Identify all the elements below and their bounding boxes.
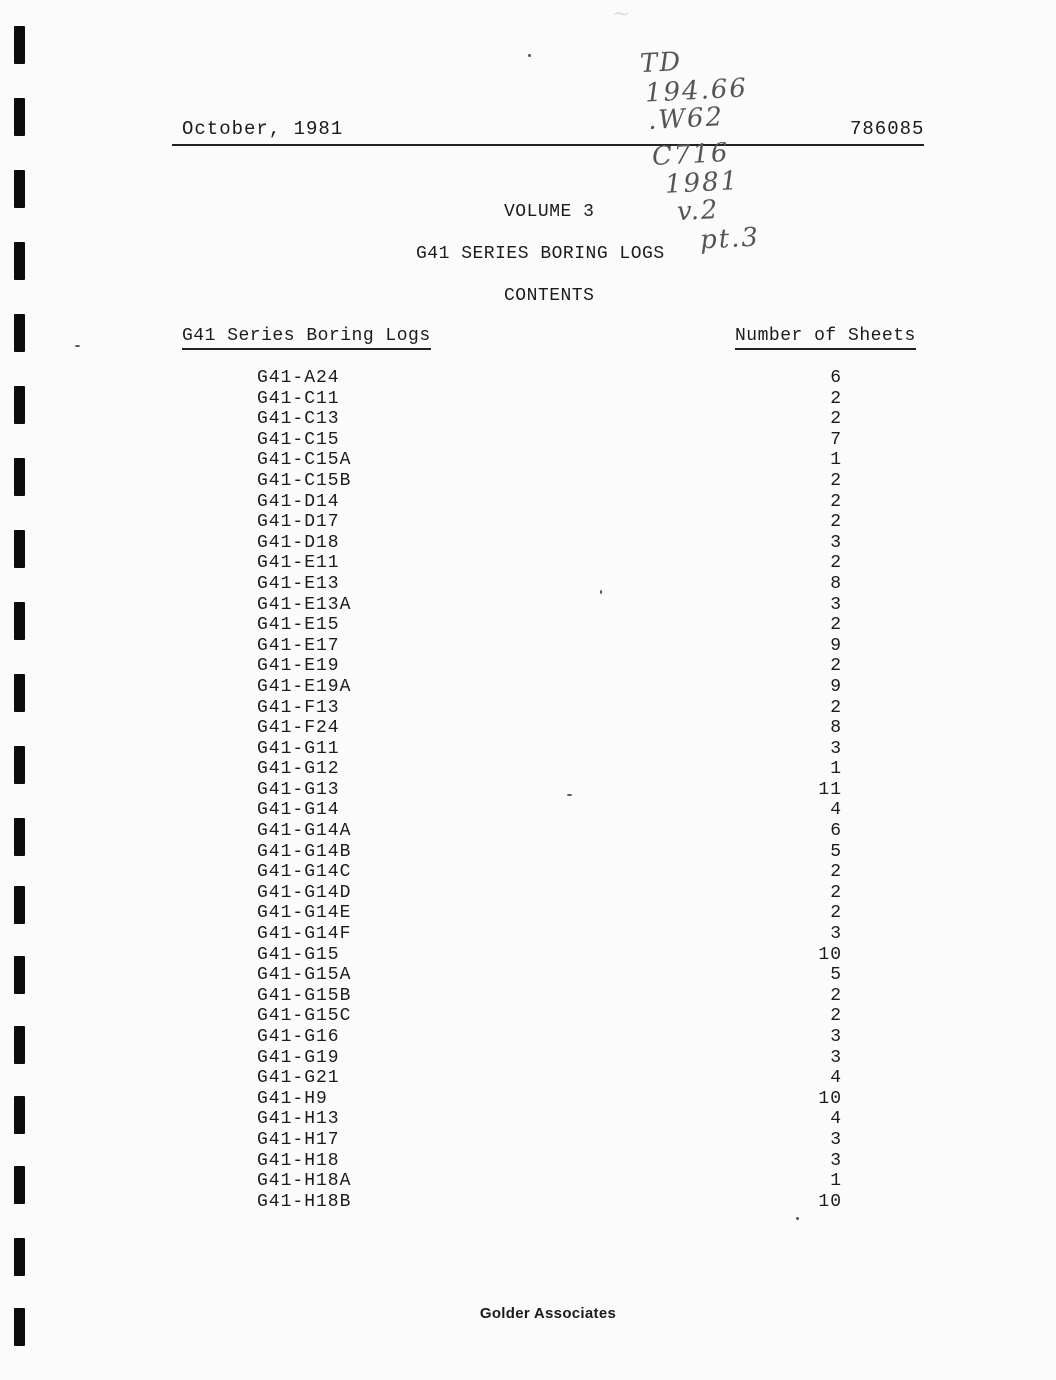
boring-log-code: G41-G14 xyxy=(257,800,340,821)
list-item xyxy=(0,636,1056,657)
boring-log-code: G41-D14 xyxy=(257,491,340,512)
footer-company: Golder Associates xyxy=(479,1305,617,1322)
boring-log-code: G41-G13 xyxy=(257,779,340,800)
boring-log-code: G41-H18A xyxy=(257,1171,352,1192)
boring-log-code: G41-C15B xyxy=(257,470,352,491)
list-item xyxy=(0,883,1056,904)
list-item xyxy=(0,1048,1056,1069)
list-item xyxy=(0,533,1056,554)
sheet-count: 5 xyxy=(830,965,842,986)
boring-log-code: G41-G14B xyxy=(257,841,352,862)
sheet-count: 2 xyxy=(830,862,842,883)
scan-speck xyxy=(796,1217,799,1220)
sheet-count: 2 xyxy=(830,903,842,924)
list-item xyxy=(0,800,1056,821)
list-item xyxy=(0,842,1056,863)
sheet-count: 3 xyxy=(830,1129,842,1150)
boring-log-code: G41-G21 xyxy=(257,1068,340,1089)
list-item xyxy=(0,862,1056,883)
list-item xyxy=(0,945,1056,966)
sheet-count: 2 xyxy=(830,882,842,903)
header-date: October, 1981 xyxy=(182,118,344,140)
sheet-count: 8 xyxy=(830,718,842,739)
sheet-count: 3 xyxy=(830,594,842,615)
sheet-count: 11 xyxy=(818,779,842,800)
handwritten-line: pt.3 xyxy=(699,222,761,256)
list-item xyxy=(0,1192,1056,1213)
list-item xyxy=(0,450,1056,471)
boring-log-code: G41-C15 xyxy=(257,429,340,450)
sheet-count: 8 xyxy=(830,573,842,594)
sheet-count: 2 xyxy=(830,409,842,430)
binding-hole xyxy=(14,26,25,64)
sheet-count: 4 xyxy=(830,1109,842,1130)
list-item xyxy=(0,615,1056,636)
list-item xyxy=(0,1109,1056,1130)
boring-log-code: G41-H18B xyxy=(257,1191,352,1212)
boring-log-code: G41-D18 xyxy=(257,532,340,553)
sheet-count: 10 xyxy=(818,1191,842,1212)
sheet-count: 2 xyxy=(830,1006,842,1027)
handwritten-line: C716 xyxy=(651,137,731,173)
sheet-count: 9 xyxy=(830,635,842,656)
list-item xyxy=(0,739,1056,760)
binding-hole xyxy=(14,1238,25,1276)
list-item xyxy=(0,1006,1056,1027)
boring-log-code: G41-G15 xyxy=(257,944,340,965)
sheet-count: 6 xyxy=(830,368,842,388)
sheet-count: 4 xyxy=(830,1068,842,1089)
boring-log-code: G41-G14E xyxy=(257,903,352,924)
sheet-count: 6 xyxy=(830,821,842,842)
sheet-count: 3 xyxy=(830,924,842,945)
faint-handwriting: ~ xyxy=(612,2,631,27)
list-item xyxy=(0,574,1056,595)
list-item xyxy=(0,368,1056,389)
boring-log-code: G41-A24 xyxy=(257,368,340,388)
list-item xyxy=(0,389,1056,410)
sheet-count: 9 xyxy=(830,676,842,697)
handwritten-line: TD xyxy=(639,46,683,80)
boring-log-code: G41-E19A xyxy=(257,676,352,697)
sheet-count: 2 xyxy=(830,697,842,718)
boring-log-code: G41-E13 xyxy=(257,573,340,594)
list-item xyxy=(0,1089,1056,1110)
binding-hole xyxy=(14,314,25,352)
contents-list xyxy=(0,368,1056,1212)
boring-log-code: G41-G14C xyxy=(257,862,352,883)
list-item xyxy=(0,1068,1056,1089)
handwritten-line: .W62 xyxy=(647,102,725,136)
sheet-count: 3 xyxy=(830,532,842,553)
boring-log-code: G41-G15B xyxy=(257,985,352,1006)
boring-log-code: G41-H18 xyxy=(257,1150,340,1171)
boring-log-code: G41-C15A xyxy=(257,450,352,471)
volume-label: VOLUME 3 xyxy=(504,202,595,222)
document-title: G41 SERIES BORING LOGS xyxy=(416,244,665,264)
boring-log-code: G41-G14D xyxy=(257,882,352,903)
list-item xyxy=(0,718,1056,739)
scan-speck xyxy=(75,345,80,347)
sheet-count: 2 xyxy=(830,470,842,491)
scan-speck xyxy=(528,54,531,57)
list-item xyxy=(0,471,1056,492)
boring-log-code: G41-G12 xyxy=(257,759,340,780)
list-item xyxy=(0,492,1056,513)
binding-hole xyxy=(14,242,25,280)
boring-log-code: G41-G14F xyxy=(257,924,352,945)
sheet-count: 2 xyxy=(830,615,842,636)
list-item xyxy=(0,430,1056,451)
list-item xyxy=(0,821,1056,842)
boring-log-code: G41-G14A xyxy=(257,821,352,842)
boring-log-code: G41-G15C xyxy=(257,1006,352,1027)
sheet-count: 3 xyxy=(830,1027,842,1047)
list-item xyxy=(0,595,1056,616)
boring-log-code: G41-H13 xyxy=(257,1109,340,1130)
list-item xyxy=(0,924,1056,945)
list-item xyxy=(0,409,1056,430)
sheet-count: 4 xyxy=(830,800,842,821)
sheet-count: 5 xyxy=(830,841,842,862)
column-header-sheets: Number of Sheets xyxy=(735,326,916,350)
binding-hole xyxy=(14,170,25,208)
list-item xyxy=(0,903,1056,924)
handwritten-line: 1981 xyxy=(664,166,740,200)
handwritten-line: v.2 xyxy=(676,194,721,228)
list-item xyxy=(0,553,1056,574)
sheet-count: 1 xyxy=(830,759,842,780)
sheet-count: 2 xyxy=(830,553,842,574)
list-item xyxy=(0,656,1056,677)
sheet-count: 2 xyxy=(830,388,842,409)
list-item xyxy=(0,986,1056,1007)
boring-log-code: G41-G11 xyxy=(257,738,340,759)
sheet-count: 2 xyxy=(830,656,842,677)
boring-log-code: G41-C13 xyxy=(257,409,340,430)
boring-log-code: G41-C11 xyxy=(257,388,340,409)
boring-log-code: G41-H17 xyxy=(257,1129,340,1150)
sheet-count: 10 xyxy=(818,944,842,965)
sheet-count: 10 xyxy=(818,1088,842,1109)
boring-log-code: G41-G15A xyxy=(257,965,352,986)
handwritten-line: 194.66 xyxy=(644,73,749,109)
boring-log-code: G41-D17 xyxy=(257,512,340,533)
sheet-count: 3 xyxy=(830,738,842,759)
column-header-logs: G41 Series Boring Logs xyxy=(182,326,431,350)
list-item xyxy=(0,1151,1056,1172)
list-item xyxy=(0,698,1056,719)
list-item xyxy=(0,512,1056,533)
boring-log-code: G41-G19 xyxy=(257,1047,340,1068)
sheet-count: 2 xyxy=(830,512,842,533)
list-item xyxy=(0,677,1056,698)
boring-log-code: G41-E11 xyxy=(257,553,340,574)
list-item xyxy=(0,965,1056,986)
list-item xyxy=(0,780,1056,801)
list-item xyxy=(0,1171,1056,1192)
contents-heading: CONTENTS xyxy=(504,286,595,306)
header-rule xyxy=(172,144,924,146)
header-doc-number: 786085 xyxy=(850,118,925,140)
sheet-count: 7 xyxy=(830,429,842,450)
boring-log-code: G41-F24 xyxy=(257,718,340,739)
sheet-count: 2 xyxy=(830,491,842,512)
sheet-count: 3 xyxy=(830,1150,842,1171)
boring-log-code: G41-E17 xyxy=(257,635,340,656)
boring-log-code: G41-H9 xyxy=(257,1088,328,1109)
boring-log-code: G41-F13 xyxy=(257,697,340,718)
sheet-count: 1 xyxy=(830,450,842,471)
list-item xyxy=(0,1130,1056,1151)
list-item xyxy=(0,1027,1056,1048)
boring-log-code: G41-E19 xyxy=(257,656,340,677)
boring-log-code: G41-G16 xyxy=(257,1027,340,1047)
list-item xyxy=(0,759,1056,780)
boring-log-code: G41-E15 xyxy=(257,615,340,636)
binding-hole xyxy=(14,98,25,136)
boring-log-code: G41-E13A xyxy=(257,594,352,615)
sheet-count: 3 xyxy=(830,1047,842,1068)
sheet-count: 2 xyxy=(830,985,842,1006)
sheet-count: 1 xyxy=(830,1171,842,1192)
